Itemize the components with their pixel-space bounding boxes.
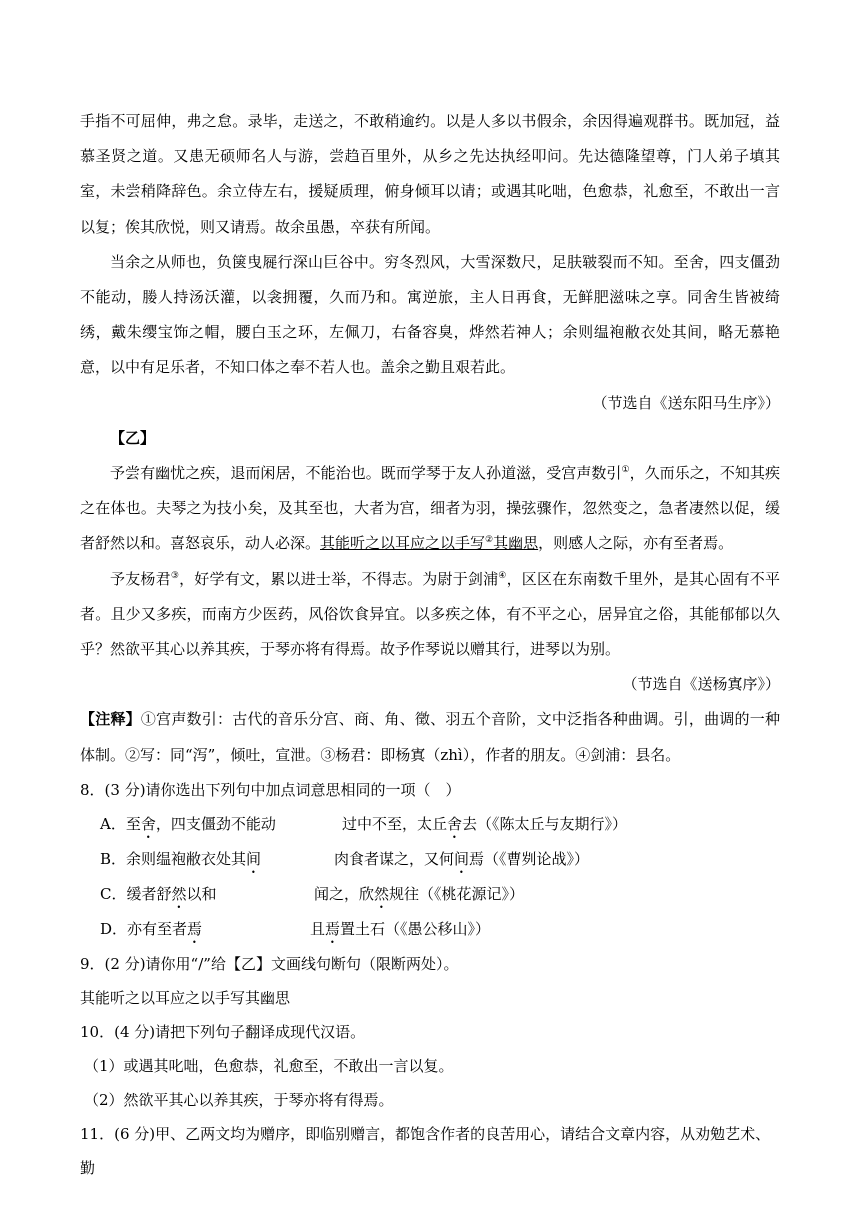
underlined-part-2: 其幽思 (493, 534, 539, 553)
option-c-right-2: 规往（《桃花源记》） (389, 884, 525, 903)
yi-paragraph-1 (80, 456, 780, 562)
option-d-right-dotted: 焉 (325, 919, 341, 938)
yi-label: 【乙】 (110, 428, 156, 447)
question-8-option-d (80, 912, 780, 947)
option-b-right-1: 肉食者谋之，又何 (334, 849, 455, 868)
footnote-mark-1: ① (621, 465, 630, 476)
yi-p2-text-a: 予友杨君 (110, 569, 171, 588)
option-a-right-2: 去（《陈太丘与友期行》） (462, 814, 628, 833)
yi-paragraph-2 (80, 562, 780, 668)
footnote-mark-4: ④ (498, 570, 507, 581)
notes (80, 702, 780, 772)
footnote-mark-2: ② (485, 535, 494, 546)
yi-p1-text-a: 予尝有幽忧之疾，退而闲居，不能治也。既而学琴于友人孙道滋，受宫声数引 (110, 464, 622, 483)
footnote-mark-3: ③ (170, 570, 180, 581)
yi-p1-text-b: ，久而乐之，不知其疾之在体也。夫琴之为技小矣，及其至也，大者为宫，细者为羽，操弦骤作，忽然变之，急者凄然以促，缓者舒然以和。喜怒哀乐，动人必深。 (80, 464, 780, 553)
underlined-sentence (320, 534, 538, 552)
question-8-stem: 8．(3 分)请你选出下列句中加点词意思相同的一项（ ） (80, 780, 461, 799)
option-c-left-dotted: 然 (171, 884, 187, 903)
question-9-stem: 9．(2 分)请你用“/”给【乙】文画线句断句（限断两处）。 (80, 954, 459, 973)
option-b-right-dotted: 间 (454, 849, 470, 868)
jia-paragraph-2: 当余之从师也，负箧曳屣行深山巨谷中。穷冬烈风，大雪深数尺，足肤皲裂而不知。至舍，四支僵劲不能动，媵人持汤沃灌，以衾拥覆，久而乃和。寓逆旅，主人日再食，无鲜肥滋味之享。同舍生皆被绮绣，戴朱缨宝饰之帽，腰白玉之环，左佩刀，右备容臭，烨然若神人；余则缊袍敝衣处其间，略无慕艳意，以中有足乐者，不知口体之奉不若人也。盖余之勤且艰若此。 (80, 252, 780, 377)
option-a-left-dotted: 舍 (140, 814, 156, 833)
notes-text: ①宫声数引：古代的音乐分宫、商、角、徵、羽五个音阶，文中泛指各种曲调。引，曲调的一种体制。②写：同“泻”，倾吐，宣泄。③杨君：即杨寘（zhì），作者的朋友。④剑浦：县名。 (80, 710, 780, 764)
jia-source: （节选自《送东阳马生序》） (592, 393, 780, 412)
yi-p2-text-b: ，好学有文，累以进士举，不得志。为尉于剑浦 (179, 569, 499, 588)
option-d-left-dotted: 焉 (187, 919, 203, 938)
question-9-sentence: 其能听之以耳应之以手写其幽思 (80, 988, 291, 1007)
question-10-stem: 10．(4 分)请把下列句子翻译成现代汉语。 (80, 1022, 366, 1041)
yi-p2-text-c: ，区区在东南数千里外，是其心固有不平者。且少又多疾，而南方少医药，风俗饮食异宜。以多疾之体，有不平之心，居异宜之俗，其能郁郁以久乎？然欲平其心以养其疾，于琴亦将有得焉。故予作琴说以赠其行，进琴以为别。 (80, 569, 780, 659)
question-8-option-a (80, 807, 780, 842)
yi-source: （节选自《送杨寘序》） (622, 675, 780, 694)
passage-jia (80, 104, 780, 1185)
option-b-left-dotted: 间 (246, 849, 262, 868)
option-c-left-1: C．缓者舒 (100, 884, 172, 903)
option-a-left-1: A．至 (100, 814, 141, 833)
option-c-right-dotted: 然 (374, 884, 390, 903)
question-10-item-2: （2）然欲平其心以养其疾，于琴亦将有得焉。 (84, 1090, 394, 1109)
option-c-right-1: 闻之，欣 (314, 884, 375, 903)
question-8-option-c (80, 877, 780, 912)
yi-p1-text-c: ，则感人之际，亦有至者焉。 (538, 534, 734, 553)
notes-label: 【注释】 (80, 710, 141, 729)
jia-paragraph-1: 手指不可屈伸，弗之怠。录毕，走送之，不敢稍逾约。以是人多以书假余，余因得遍观群书。既加冠，益慕圣贤之道。又患无硕师名人与游，尝趋百里外，从乡之先达执经叩问。先达德隆望尊，门人弟子填其室，未尝稍降辞色。余立侍左右，援疑质理，俯身倾耳以请；或遇其叱咄，色愈恭，礼愈至，不敢出一言以复；俟其欣悦，则又请焉。故余虽愚，卒获有所闻。 (80, 112, 780, 236)
option-a-right-dotted: 舍 (447, 814, 463, 833)
option-a-right-1: 过中不至，太丘 (342, 814, 448, 833)
underlined-part-1: 其能听之以耳应之以手写 (320, 534, 486, 553)
question-8-option-b (80, 842, 780, 877)
option-a-left-2: ，四支僵劲不能动 (155, 814, 276, 833)
question-10-item-1: （1）或遇其叱咄，色愈恭，礼愈至，不敢出一言以复。 (84, 1056, 454, 1075)
option-c-left-2: 以和 (186, 884, 217, 903)
question-11-stem: 11．(6 分)甲、乙两文均为赠序，即临别赠言，都饱含作者的良苦用心，请结合文章内容，从劝勉艺术、勤 (80, 1124, 771, 1177)
option-d-right-1: 且 (310, 919, 326, 938)
option-d-left-1: D．亦有至者 (100, 919, 188, 938)
option-b-right-2: 焉（《曹刿论战》） (469, 849, 590, 868)
option-d-right-2: 置土石（《愚公移山》） (340, 919, 491, 938)
option-b-left-1: B．余则缊袍敝衣处其 (100, 849, 247, 868)
